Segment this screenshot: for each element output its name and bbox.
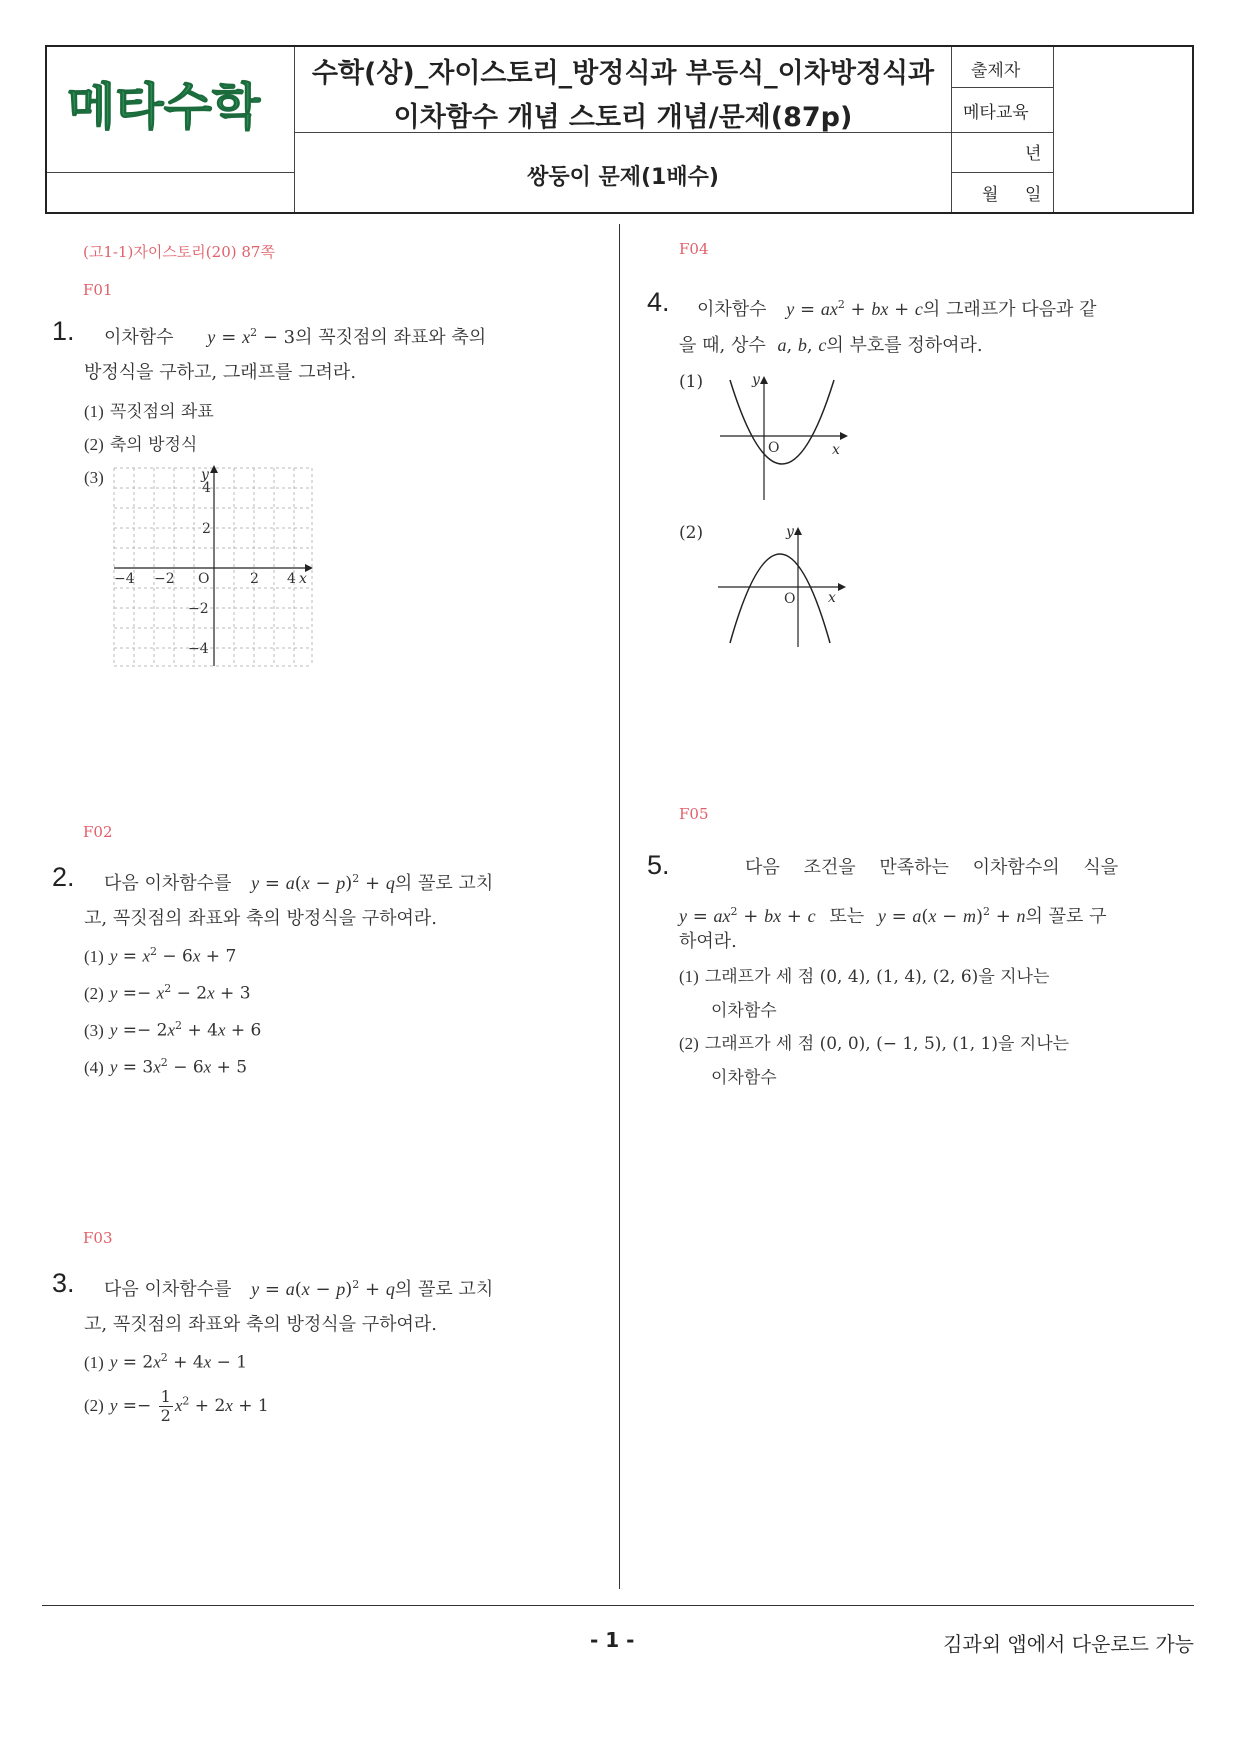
problem-text: 고, 꼭짓점의 좌표와 축의 방정식을 구하여라. bbox=[84, 908, 438, 929]
item-label: (2) bbox=[84, 1396, 104, 1415]
x-axis-arrow-icon bbox=[838, 583, 846, 591]
problem-text: 다음 조건을 만족하는 이차함수의 식을 bbox=[745, 857, 1119, 878]
graph-label: (1) bbox=[679, 372, 704, 392]
parabola-curve bbox=[730, 554, 830, 643]
problem-code: F04 bbox=[679, 240, 709, 258]
item-text: 축의 방정식 bbox=[109, 435, 198, 455]
subtitle: 쌍둥이 문제(1배수) bbox=[527, 165, 719, 190]
coordinate-grid bbox=[112, 462, 314, 668]
y-axis-arrow-icon bbox=[760, 376, 768, 384]
problem-code: F01 bbox=[83, 281, 113, 299]
sub-item-cont: 이차함수 bbox=[711, 1068, 777, 1088]
problem-text: 고, 꼭짓점의 좌표와 축의 방정식을 구하여라. bbox=[84, 1314, 438, 1335]
sub-item: (1) $y = 2x^2 + 4x - 1$ bbox=[84, 1351, 248, 1373]
header-divider bbox=[951, 132, 1053, 133]
problem-text: 다음 이차함수를 $y = a(x - p)^2 + q$의 꼴로 고치 bbox=[104, 1278, 494, 1300]
y-axis-arrow-icon bbox=[794, 527, 802, 535]
origin-label: O bbox=[768, 440, 780, 456]
text-segment: 이차함수 bbox=[104, 327, 174, 348]
text-segment: 다음 이차함수를 bbox=[104, 873, 232, 894]
y-axis-label: y bbox=[786, 524, 794, 540]
text-segment: 의 꼭짓점의 좌표와 축의 bbox=[295, 327, 487, 348]
problem-number: 3. bbox=[52, 1268, 75, 1298]
problem-number: 5. bbox=[647, 850, 670, 880]
year-label: 년 bbox=[1025, 144, 1042, 164]
header-divider bbox=[1053, 47, 1054, 212]
title-line2: 이차함수 개념 스토리 개념/문제(87p) bbox=[393, 102, 853, 133]
problem-number: 1. bbox=[52, 316, 75, 346]
y-tick: −2 bbox=[188, 601, 209, 617]
column-divider bbox=[619, 224, 620, 1589]
item-label: (1) bbox=[84, 946, 104, 966]
sub-item-cont: 이차함수 bbox=[711, 1001, 777, 1021]
sub-item: (2) y =− $\frac{1}{2}$ $x^2 + 2x + 1$ bbox=[84, 1387, 269, 1425]
text-segment: 이차함수 bbox=[697, 299, 767, 320]
problem-code: F03 bbox=[83, 1229, 113, 1247]
origin-label: O bbox=[784, 591, 796, 607]
item-text: 그래프가 세 점 bbox=[704, 967, 815, 987]
item-label: (2) bbox=[679, 1034, 699, 1053]
sub-item bbox=[84, 468, 110, 488]
problem-text: $y = ax^2$ + bx + c 또는 $y = a(x - m)^2 + n$의 꼴로 구 bbox=[679, 905, 1107, 927]
x-tick: −4 bbox=[114, 571, 135, 587]
y-tick: 4 bbox=[202, 480, 211, 496]
parabola-curve bbox=[730, 380, 834, 464]
page-number: - 1 - bbox=[590, 1628, 635, 1652]
author-label: 출제자 bbox=[971, 61, 1021, 81]
problem-number: 2. bbox=[52, 862, 75, 892]
item-label: (3) bbox=[84, 1020, 104, 1040]
text-segment: 의 그래프가 다음과 같 bbox=[922, 299, 1097, 320]
header-box bbox=[45, 45, 1194, 214]
sub-item: (2) 그래프가 세 점 (0, 0), (− 1, 5), (1, 1)을 지나는 bbox=[679, 1034, 1070, 1054]
problem-text: 하여라. bbox=[679, 931, 737, 952]
item-label: (1) bbox=[84, 402, 104, 421]
text-segment: 의 꼴로 구 bbox=[1025, 906, 1107, 927]
author-value: 메타교육 bbox=[963, 103, 1029, 123]
item-text: 을 지나는 bbox=[997, 1034, 1070, 1054]
text-segment: 다음 이차함수를 bbox=[104, 1279, 232, 1300]
y-axis-label: y bbox=[201, 467, 209, 483]
footer-divider bbox=[42, 1605, 1194, 1606]
problem-text: 이차함수 $y = ax^2$ + bx + c의 그래프가 다음과 같 bbox=[697, 298, 1097, 320]
header-divider bbox=[951, 47, 952, 212]
item-label: (2) bbox=[84, 435, 104, 454]
x-tick: 4 bbox=[287, 571, 296, 587]
header-divider bbox=[294, 47, 295, 212]
grid-lines bbox=[114, 468, 312, 666]
item-text: 그래프가 세 점 bbox=[704, 1034, 815, 1054]
item-label: (1) bbox=[679, 967, 699, 986]
header-divider bbox=[951, 87, 1053, 88]
x-tick: −2 bbox=[154, 571, 175, 587]
source-ref: (고1-1)자이스토리(20) 87쪽 bbox=[83, 243, 275, 261]
x-axis-label: x bbox=[832, 442, 840, 458]
graph-label: (2) bbox=[679, 523, 704, 543]
title-line1: 수학(상)_자이스토리_방정식과 부등식_이차방정식과 bbox=[311, 58, 935, 89]
text-segment: 의 부호를 정하여라. bbox=[826, 335, 983, 356]
footer-note: 김과외 앱에서 다운로드 가능 bbox=[943, 1632, 1194, 1656]
item-label: (2) bbox=[84, 983, 104, 1003]
y-axis-arrow-icon bbox=[210, 465, 218, 473]
origin-label: O bbox=[198, 571, 210, 587]
sub-item bbox=[84, 397, 214, 422]
sub-item: (2) $y =- x^2 - 2x + 3$ bbox=[84, 982, 251, 1004]
graph-upward-parabola bbox=[720, 372, 850, 502]
item-text: 꼭짓점의 좌표 bbox=[109, 402, 214, 422]
y-tick: 2 bbox=[202, 521, 211, 537]
problem-text: 방정식을 구하고, 그래프를 그려라. bbox=[84, 362, 357, 383]
x-axis-label: x bbox=[828, 590, 836, 606]
header-divider bbox=[951, 172, 1053, 173]
item-label: (1) bbox=[84, 1352, 104, 1372]
sub-item: (1) 그래프가 세 점 (0, 4), (1, 4), (2, 6)을 지나는 bbox=[679, 967, 1050, 987]
item-label: (3) bbox=[84, 468, 104, 487]
problem-number: 4. bbox=[647, 287, 670, 317]
item-text: 을 지나는 bbox=[978, 967, 1050, 987]
y-axis-label: y bbox=[752, 372, 760, 388]
sub-item bbox=[84, 430, 197, 455]
problem-text: 다음 이차함수를 $y = a(x - p)^2 + q$의 꼴로 고치 bbox=[104, 872, 494, 894]
sub-item: (1) $y = x^2 - 6x + 7$ bbox=[84, 945, 237, 967]
problem-text: 이차함수 $y = x^2 - 3$의 꼭짓점의 좌표와 축의 bbox=[104, 326, 487, 348]
header-divider bbox=[47, 172, 294, 173]
text-segment: 을 때, 상수 bbox=[679, 335, 766, 356]
month-label: 월 bbox=[982, 185, 999, 205]
day-label: 일 bbox=[1025, 185, 1042, 205]
logo-text: 메타수학 bbox=[67, 78, 261, 136]
text-segment: 또는 bbox=[829, 906, 865, 927]
x-tick: 2 bbox=[250, 571, 259, 587]
x-axis-label: x bbox=[299, 571, 307, 587]
item-label: (4) bbox=[84, 1057, 104, 1077]
graph-downward-parabola bbox=[718, 523, 848, 648]
problem-code: F02 bbox=[83, 823, 113, 841]
text-segment: 의 꼴로 고치 bbox=[394, 873, 494, 894]
y-tick: −4 bbox=[188, 641, 209, 657]
logo bbox=[65, 69, 275, 139]
sub-item: (4) $y = 3x^2 - 6x + 5$ bbox=[84, 1056, 248, 1078]
sub-item: (3) $y =- 2x^2 + 4x + 6$ bbox=[84, 1019, 262, 1041]
problem-code: F05 bbox=[679, 805, 709, 823]
problem-text: 을 때, 상수 a, b, c의 부호를 정하여라. bbox=[679, 335, 983, 356]
text-segment: 의 꼴로 고치 bbox=[394, 1279, 494, 1300]
x-axis-arrow-icon bbox=[840, 432, 848, 440]
